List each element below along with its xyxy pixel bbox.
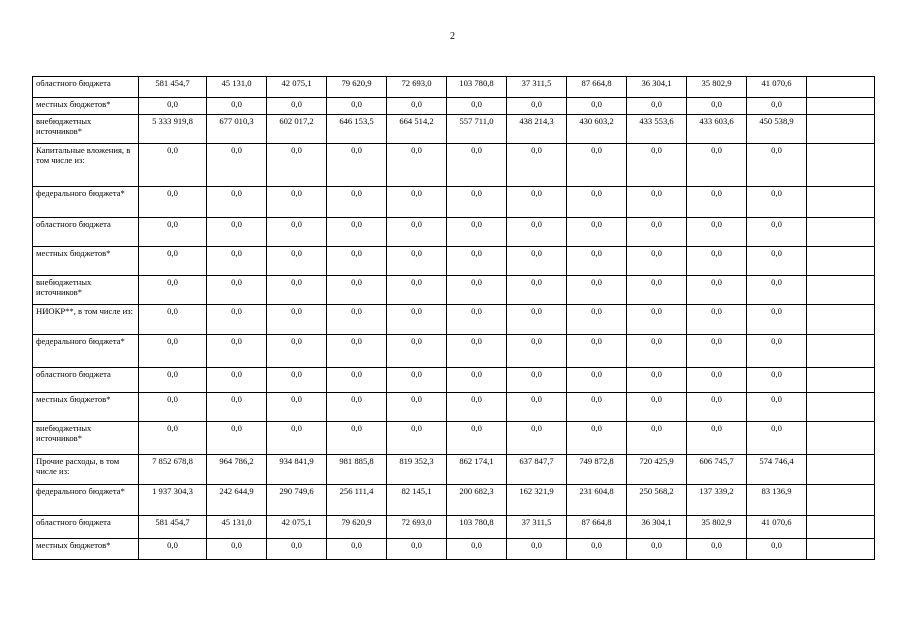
value-cell: 0,0 [747,422,807,455]
value-cell: 0,0 [207,539,267,560]
value-cell: 72 693,0 [387,77,447,98]
table-row [33,187,875,218]
value-cell: 0,0 [139,393,207,422]
value-cell: 0,0 [687,305,747,335]
table-row [33,247,875,276]
value-cell: 79 620,9 [327,516,387,539]
value-cell: 0,0 [687,247,747,276]
value-cell: 606 745,7 [687,455,747,485]
value-cell: 0,0 [207,422,267,455]
value-cell: 0,0 [327,98,387,115]
table-row [33,516,875,539]
value-cell: 0,0 [327,276,387,305]
value-cell: 819 352,3 [387,455,447,485]
value-cell: 0,0 [387,218,447,247]
row-label: местных бюджетов* [33,393,139,422]
value-cell: 87 664,8 [567,77,627,98]
value-cell: 0,0 [267,393,327,422]
value-cell: 433 603,6 [687,115,747,144]
value-cell [807,77,875,98]
value-cell: 0,0 [327,218,387,247]
value-cell: 0,0 [687,98,747,115]
row-label: местных бюджетов* [33,247,139,276]
value-cell: 0,0 [267,276,327,305]
value-cell: 637 847,7 [507,455,567,485]
value-cell [807,422,875,455]
value-cell: 0,0 [747,368,807,393]
value-cell: 0,0 [267,187,327,218]
value-cell: 0,0 [747,144,807,187]
value-cell: 35 802,9 [687,77,747,98]
value-cell: 0,0 [207,335,267,368]
value-cell: 36 304,1 [627,516,687,539]
table-row [33,305,875,335]
value-cell: 0,0 [567,98,627,115]
value-cell [807,247,875,276]
row-label: Капитальные вложения, в том числе из: [33,144,139,187]
value-cell: 0,0 [447,335,507,368]
value-cell: 0,0 [567,247,627,276]
value-cell [807,516,875,539]
value-cell [807,393,875,422]
row-label: областного бюджета [33,77,139,98]
value-cell: 0,0 [267,218,327,247]
row-label: федерального бюджета* [33,485,139,516]
value-cell: 964 786,2 [207,455,267,485]
table-row [33,455,875,485]
value-cell [807,485,875,516]
value-cell: 0,0 [387,276,447,305]
value-cell: 0,0 [447,187,507,218]
value-cell: 0,0 [267,539,327,560]
value-cell: 41 070,6 [747,516,807,539]
value-cell: 87 664,8 [567,516,627,539]
value-cell: 0,0 [207,247,267,276]
value-cell: 0,0 [327,305,387,335]
value-cell: 720 425,9 [627,455,687,485]
value-cell: 0,0 [627,305,687,335]
value-cell [807,218,875,247]
table-row [33,539,875,560]
row-label: областного бюджета [33,516,139,539]
value-cell: 290 749,6 [267,485,327,516]
value-cell: 0,0 [687,539,747,560]
value-cell: 430 603,2 [567,115,627,144]
table-row [33,115,875,144]
value-cell: 231 604,8 [567,485,627,516]
value-cell: 250 568,2 [627,485,687,516]
value-cell: 0,0 [747,187,807,218]
value-cell: 862 174,1 [447,455,507,485]
value-cell: 0,0 [567,368,627,393]
value-cell: 664 514,2 [387,115,447,144]
value-cell: 7 852 678,8 [139,455,207,485]
value-cell: 0,0 [387,98,447,115]
value-cell: 0,0 [207,98,267,115]
value-cell: 0,0 [139,422,207,455]
table-row [33,422,875,455]
value-cell: 0,0 [447,539,507,560]
value-cell [807,368,875,393]
value-cell [807,115,875,144]
value-cell: 256 111,4 [327,485,387,516]
value-cell: 0,0 [139,368,207,393]
value-cell: 137 339,2 [687,485,747,516]
value-cell [807,305,875,335]
value-cell: 749 872,8 [567,455,627,485]
value-cell: 0,0 [327,368,387,393]
value-cell: 0,0 [139,276,207,305]
value-cell: 0,0 [687,368,747,393]
value-cell: 0,0 [507,335,567,368]
value-cell: 0,0 [507,144,567,187]
value-cell: 0,0 [627,276,687,305]
value-cell [807,276,875,305]
value-cell: 0,0 [267,368,327,393]
value-cell: 0,0 [207,187,267,218]
value-cell: 450 538,9 [747,115,807,144]
value-cell: 0,0 [747,218,807,247]
value-cell: 0,0 [327,539,387,560]
value-cell: 162 321,9 [507,485,567,516]
value-cell: 0,0 [447,368,507,393]
value-cell: 0,0 [567,393,627,422]
value-cell: 5 333 919,8 [139,115,207,144]
value-cell: 574 746,4 [747,455,807,485]
value-cell: 0,0 [507,393,567,422]
value-cell: 200 682,3 [447,485,507,516]
value-cell: 0,0 [327,335,387,368]
value-cell: 0,0 [747,539,807,560]
value-cell: 0,0 [387,393,447,422]
value-cell: 602 017,2 [267,115,327,144]
value-cell: 0,0 [267,422,327,455]
value-cell: 0,0 [327,247,387,276]
page-number: 2 [450,31,455,42]
value-cell: 581 454,7 [139,77,207,98]
value-cell: 0,0 [447,422,507,455]
value-cell: 0,0 [507,305,567,335]
value-cell: 0,0 [327,187,387,218]
value-cell: 0,0 [747,393,807,422]
budget-table [32,76,875,560]
value-cell: 557 711,0 [447,115,507,144]
value-cell: 41 070,6 [747,77,807,98]
value-cell: 646 153,5 [327,115,387,144]
value-cell: 0,0 [627,187,687,218]
value-cell: 0,0 [207,276,267,305]
value-cell: 0,0 [747,305,807,335]
value-cell: 0,0 [139,98,207,115]
table-row [33,218,875,247]
value-cell: 0,0 [627,144,687,187]
value-cell: 934 841,9 [267,455,327,485]
value-cell: 1 937 304,3 [139,485,207,516]
value-cell: 0,0 [567,335,627,368]
value-cell: 0,0 [627,218,687,247]
value-cell: 0,0 [687,187,747,218]
value-cell: 79 620,9 [327,77,387,98]
value-cell [807,98,875,115]
value-cell: 0,0 [139,305,207,335]
value-cell: 0,0 [327,393,387,422]
value-cell: 0,0 [627,98,687,115]
value-cell: 433 553,6 [627,115,687,144]
value-cell: 0,0 [447,144,507,187]
value-cell: 581 454,7 [139,516,207,539]
value-cell: 72 693,0 [387,516,447,539]
value-cell: 0,0 [567,539,627,560]
value-cell [807,144,875,187]
table-row [33,144,875,187]
value-cell: 42 075,1 [267,516,327,539]
value-cell: 0,0 [139,539,207,560]
value-cell: 0,0 [687,276,747,305]
value-cell: 37 311,5 [507,77,567,98]
table-row [33,335,875,368]
value-cell: 0,0 [747,335,807,368]
value-cell: 103 780,8 [447,516,507,539]
value-cell [807,187,875,218]
value-cell: 0,0 [267,247,327,276]
table-row [33,485,875,516]
value-cell: 0,0 [207,393,267,422]
value-cell: 0,0 [207,218,267,247]
value-cell: 0,0 [139,335,207,368]
value-cell: 0,0 [387,305,447,335]
value-cell: 0,0 [447,276,507,305]
value-cell: 45 131,0 [207,516,267,539]
value-cell: 0,0 [507,98,567,115]
row-label: местных бюджетов* [33,539,139,560]
value-cell: 0,0 [567,276,627,305]
table-row [33,276,875,305]
value-cell: 0,0 [387,144,447,187]
value-cell: 35 802,9 [687,516,747,539]
value-cell: 0,0 [507,187,567,218]
table-row [33,77,875,98]
row-label: внебюджетных источников* [33,276,139,305]
value-cell: 0,0 [387,368,447,393]
value-cell: 0,0 [139,218,207,247]
value-cell: 37 311,5 [507,516,567,539]
value-cell: 0,0 [267,305,327,335]
value-cell: 0,0 [687,393,747,422]
value-cell [807,455,875,485]
value-cell: 0,0 [627,422,687,455]
value-cell: 0,0 [447,98,507,115]
value-cell: 0,0 [627,247,687,276]
value-cell: 45 131,0 [207,77,267,98]
value-cell: 0,0 [267,335,327,368]
value-cell: 0,0 [207,144,267,187]
row-label: местных бюджетов* [33,98,139,115]
value-cell: 0,0 [507,218,567,247]
value-cell: 0,0 [327,422,387,455]
value-cell: 0,0 [139,247,207,276]
value-cell: 36 304,1 [627,77,687,98]
value-cell: 0,0 [567,305,627,335]
value-cell: 0,0 [387,539,447,560]
row-label: НИОКР**, в том числе из: [33,305,139,335]
value-cell: 0,0 [627,368,687,393]
value-cell: 0,0 [507,247,567,276]
value-cell: 0,0 [627,539,687,560]
value-cell: 0,0 [687,335,747,368]
row-label: областного бюджета [33,218,139,247]
value-cell: 0,0 [207,305,267,335]
value-cell: 0,0 [567,422,627,455]
value-cell: 0,0 [627,393,687,422]
value-cell: 0,0 [747,98,807,115]
value-cell [807,335,875,368]
value-cell: 0,0 [687,218,747,247]
row-label: внебюджетных источников* [33,115,139,144]
value-cell: 0,0 [447,393,507,422]
value-cell: 0,0 [267,144,327,187]
value-cell: 0,0 [747,276,807,305]
row-label: областного бюджета [33,368,139,393]
row-label: внебюджетных источников* [33,422,139,455]
value-cell: 83 136,9 [747,485,807,516]
value-cell: 0,0 [747,247,807,276]
value-cell: 0,0 [447,247,507,276]
value-cell: 103 780,8 [447,77,507,98]
value-cell: 0,0 [507,368,567,393]
value-cell: 0,0 [387,335,447,368]
table-row [33,98,875,115]
value-cell: 981 885,8 [327,455,387,485]
value-cell: 0,0 [687,144,747,187]
value-cell: 242 644,9 [207,485,267,516]
row-label: федерального бюджета* [33,335,139,368]
value-cell: 0,0 [507,422,567,455]
value-cell: 82 145,1 [387,485,447,516]
value-cell: 0,0 [507,539,567,560]
value-cell: 0,0 [387,247,447,276]
value-cell: 0,0 [327,144,387,187]
value-cell: 0,0 [139,144,207,187]
value-cell: 0,0 [387,422,447,455]
value-cell: 0,0 [139,187,207,218]
value-cell: 0,0 [687,422,747,455]
value-cell: 0,0 [627,335,687,368]
value-cell: 0,0 [387,187,447,218]
table-row [33,368,875,393]
value-cell: 677 010,3 [207,115,267,144]
value-cell: 438 214,3 [507,115,567,144]
value-cell [807,539,875,560]
row-label: федерального бюджета* [33,187,139,218]
value-cell: 0,0 [567,218,627,247]
value-cell: 0,0 [507,276,567,305]
row-label: Прочие расходы, в том числе из: [33,455,139,485]
table-row [33,393,875,422]
value-cell: 0,0 [267,98,327,115]
value-cell: 42 075,1 [267,77,327,98]
value-cell: 0,0 [447,218,507,247]
value-cell: 0,0 [207,368,267,393]
value-cell: 0,0 [447,305,507,335]
value-cell: 0,0 [567,144,627,187]
value-cell: 0,0 [567,187,627,218]
